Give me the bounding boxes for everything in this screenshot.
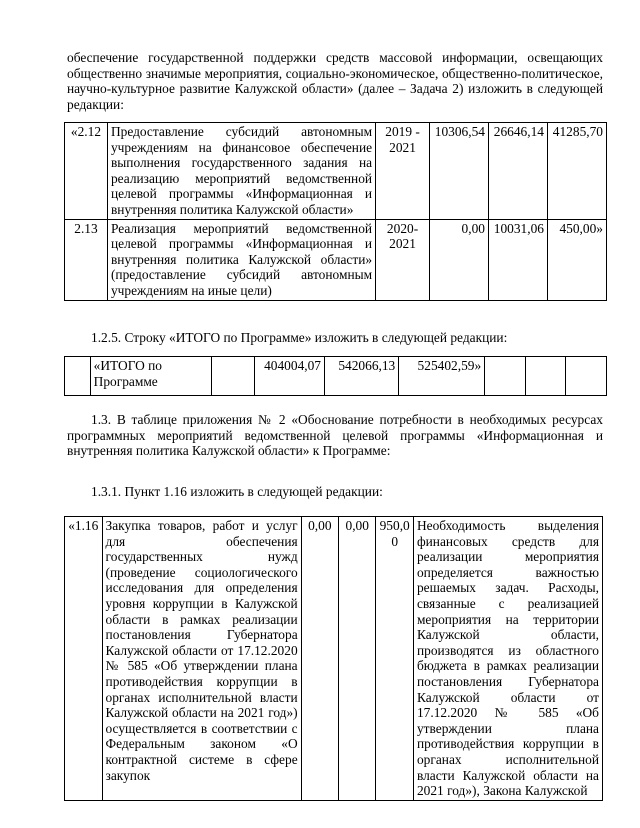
- paragraph-1-2-5: 1.2.5. Строку «ИТОГО по Программе» изложить в следующей редакции:: [91, 330, 508, 345]
- table-row: [65, 219, 607, 300]
- row-value-1: 0,00: [301, 517, 338, 801]
- row-value-1: 0,00: [430, 219, 489, 300]
- total-value-1: 404004,07: [254, 357, 325, 396]
- intro-paragraph: обеспечение государственной поддержки средств массовой информации, освещающих общественно значимые мероприятия, социально-экономическое, общественно-политическое, научно-культурное развитие Калужской области» (далее – Задача 2) изложить в следующей редакции:: [67, 50, 603, 112]
- row-value-3: 950,0 0: [376, 517, 414, 801]
- row-value-3: 41285,70: [547, 123, 606, 220]
- total-value-3: 525402,59»: [399, 357, 485, 396]
- row-number: 2.13: [65, 219, 108, 300]
- row-value-3: 450,00»: [547, 219, 606, 300]
- empty-cell: [485, 357, 526, 396]
- row-value-2: 10031,06: [488, 219, 547, 300]
- row-text: Реализация мероприятий ведомственной целевой программы «Информационная и внутренняя политика Калужской области» (предоставление субсидий автономным учреждениям на иные цели): [107, 219, 375, 300]
- row-value-2: 0,00: [339, 517, 376, 801]
- empty-cell: [212, 357, 254, 396]
- empty-cell: [65, 357, 91, 396]
- paragraph-1-3-1: 1.3.1. Пункт 1.16 изложить в следующей редакции:: [91, 484, 383, 499]
- table-row: [65, 517, 603, 801]
- table-row: [65, 357, 607, 396]
- row-justification: Необходимость выделения финансовых средств для реализации мероприятия определяется важностью решаемых задач. Расходы, связанные с реализацией мероприятия на территории Калужской области, производятся из областного бюджета в рамках реализации постановления Губернатора Калужской области от 17.12.2020 № 585 «Об утверждении плана противодействия коррупции в органах исполнительной власти Калужской области на 2021 год»), Закона Калужской: [413, 517, 602, 801]
- row-value-2: 26646,14: [488, 123, 547, 220]
- empty-cell: [566, 357, 607, 396]
- empty-cell: [525, 357, 566, 396]
- program-table: [64, 122, 607, 301]
- row-text: Закупка товаров, работ и услуг для обеспечения государственных нужд (проведение социологического исследования для определения уровня коррупции в Калужской области в рамках реализации постановления Губернатора Калужской области от 17.12.2020 № 585 «Об утверждении плана противодействия коррупции в органах исполнительной власти Калужской области на 2021 год») осуществляется в соответствии с Федеральным законом «О контрактной системе в сфере закупок: [102, 517, 301, 801]
- paragraph-1-3: 1.3. В таблице приложения № 2 «Обоснование потребности в необходимых ресурсах программных мероприятий ведомственной целевой программы «Информационная и внутренняя политика Калужской области» к Программе:: [67, 412, 603, 459]
- justification-table: [64, 516, 603, 801]
- row-text: Предоставление субсидий автономным учреждениям на финансовое обеспечение выполнения государственного задания на реализацию мероприятий ведомственной целевой программы «Информационная и внутренняя политика Калужской области»: [107, 123, 375, 220]
- table-row: [65, 123, 607, 220]
- total-table: [64, 356, 607, 396]
- row-value-1: 10306,54: [430, 123, 489, 220]
- row-number: «1.16: [65, 517, 103, 801]
- total-value-2: 542066,13: [325, 357, 399, 396]
- row-years: 2019 - 2021: [376, 123, 430, 220]
- row-number: «2.12: [65, 123, 108, 220]
- total-label: «ИТОГО по Программе: [90, 357, 211, 396]
- row-years: 2020- 2021: [376, 219, 430, 300]
